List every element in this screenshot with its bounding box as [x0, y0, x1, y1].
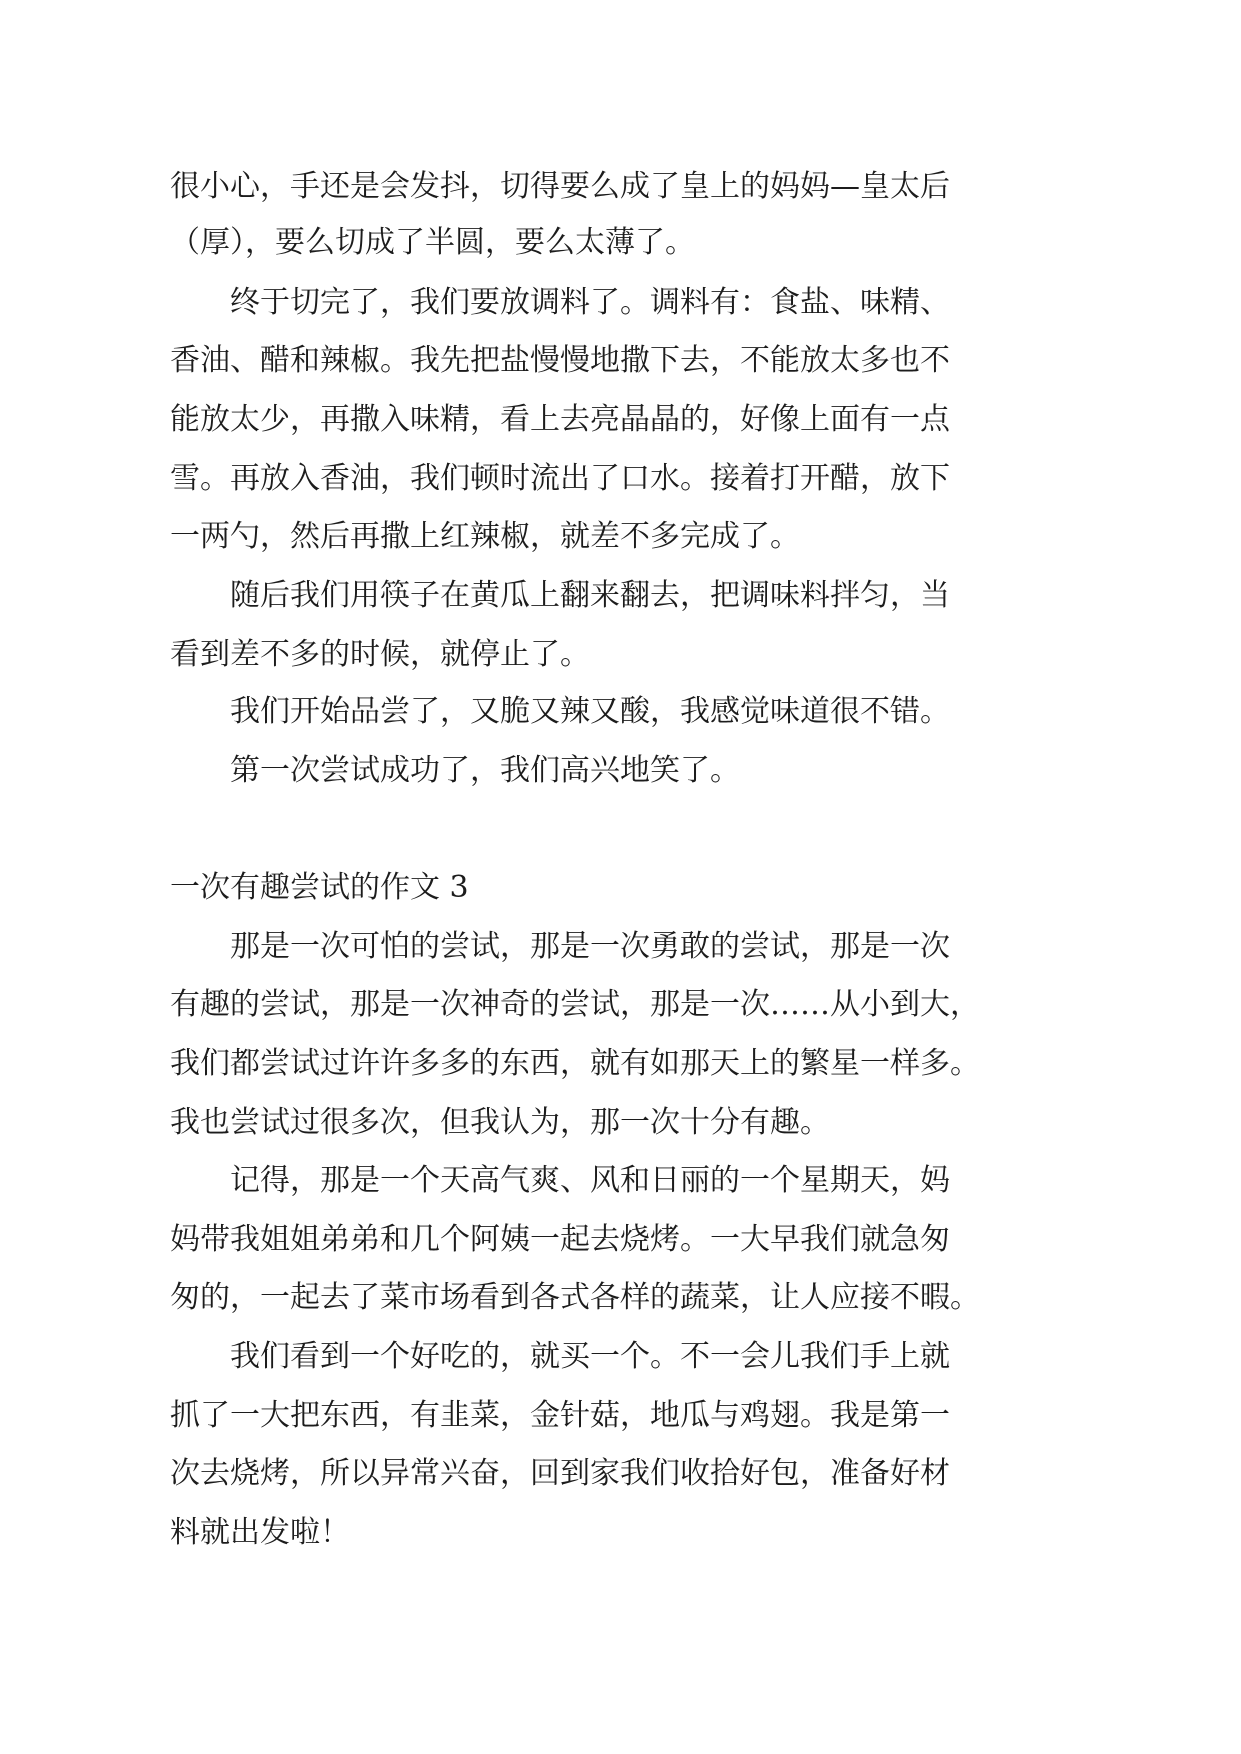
- text-line: 雪。再放入香油，我们顿时流出了口水。接着打开醋，放下: [170, 461, 950, 496]
- paragraph-first-line: 那是一次可怕的尝试，那是一次勇敢的尝试，那是一次: [230, 929, 950, 964]
- text-line: 看到差不多的时候，就停止了。: [170, 637, 590, 672]
- section-heading: 一次有趣尝试的作文 3: [170, 870, 469, 905]
- text-line: 我也尝试过很多次，但我认为，那一次十分有趣。: [170, 1105, 830, 1140]
- paragraph-first-line: 我们看到一个好吃的，就买一个。不一会儿我们手上就: [230, 1339, 950, 1374]
- text-line: 有趣的尝试，那是一次神奇的尝试，那是一次……从小到大，: [170, 987, 980, 1022]
- paragraph-first-line: 第一次尝试成功了，我们高兴地笑了。: [230, 753, 740, 788]
- text-line: 妈带我姐姐弟弟和几个阿姨一起去烧烤。一大早我们就急匆: [170, 1222, 950, 1257]
- text-line: 很小心，手还是会发抖，切得要么成了皇上的妈妈—皇太后: [170, 169, 950, 204]
- text-line: 抓了一大把东西，有韭菜，金针菇，地瓜与鸡翅。我是第一: [170, 1398, 950, 1433]
- text-line: 匆的，一起去了菜市场看到各式各样的蔬菜，让人应接不暇。: [170, 1280, 980, 1315]
- text-line: 次去烧烤，所以异常兴奋，回到家我们收拾好包，准备好材: [170, 1456, 950, 1491]
- text-line: 能放太少，再撒入味精，看上去亮晶晶的，好像上面有一点: [170, 402, 950, 437]
- text-line: 一两勺，然后再撒上红辣椒，就差不多完成了。: [170, 519, 800, 554]
- text-line: （厚），要么切成了半圆，要么太薄了。: [170, 225, 695, 260]
- paragraph-first-line: 终于切完了，我们要放调料了。调料有：食盐、味精、: [230, 285, 950, 320]
- paragraph-first-line: 随后我们用筷子在黄瓜上翻来翻去，把调味料拌匀，当: [230, 578, 950, 613]
- text-line: 我们都尝试过许许多多的东西，就有如那天上的繁星一样多。: [170, 1046, 980, 1081]
- paragraph-first-line: 记得，那是一个天高气爽、风和日丽的一个星期天，妈: [230, 1163, 950, 1198]
- text-line: 香油、醋和辣椒。我先把盐慢慢地撒下去，不能放太多也不: [170, 343, 950, 378]
- text-line: 料就出发啦！: [170, 1515, 350, 1550]
- paragraph-first-line: 我们开始品尝了，又脆又辣又酸，我感觉味道很不错。: [230, 694, 950, 729]
